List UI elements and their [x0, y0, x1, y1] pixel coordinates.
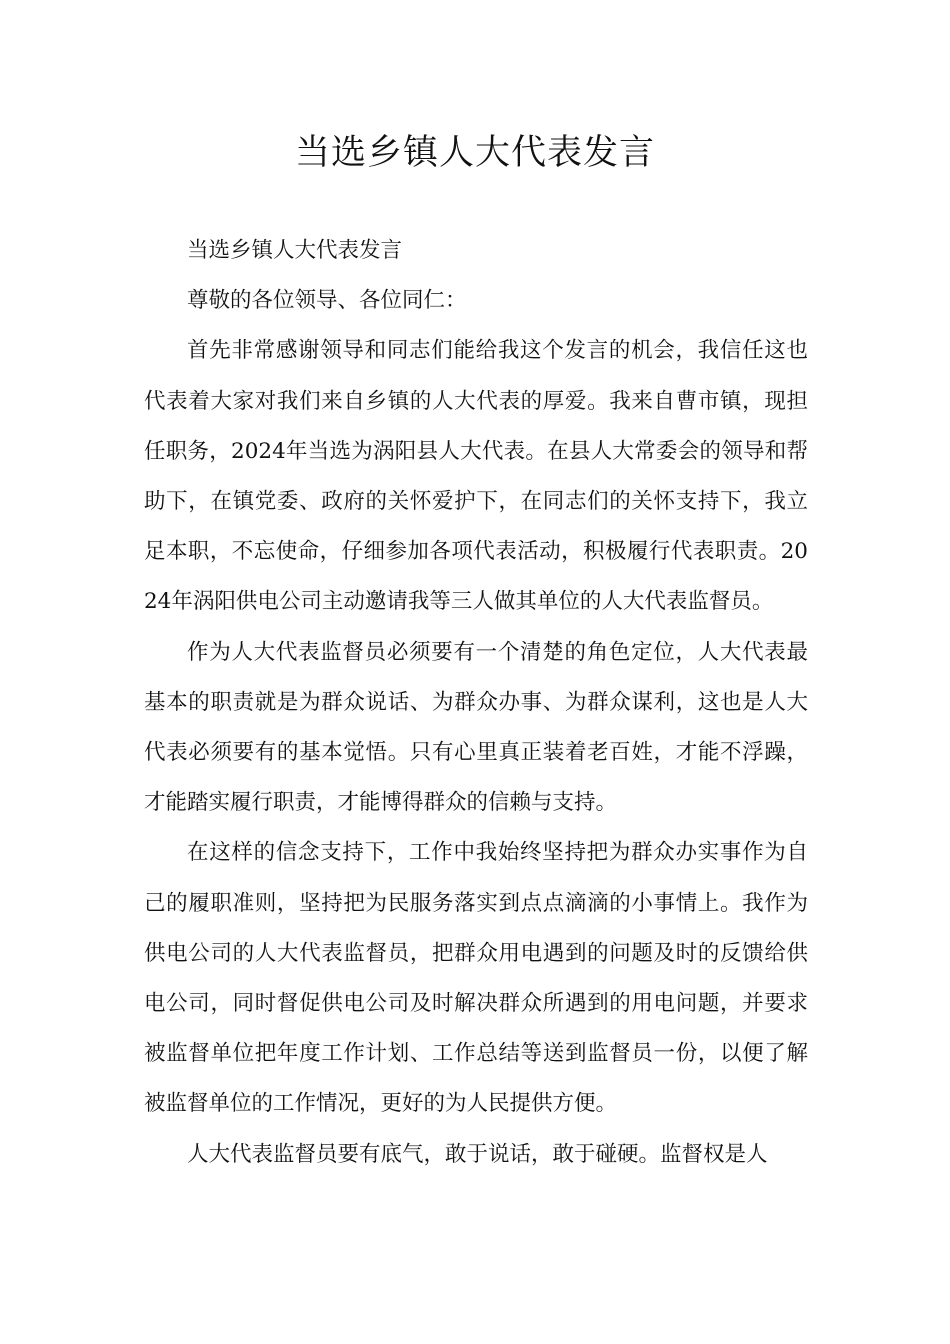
subtitle-paragraph: 当选乡镇人大代表发言	[187, 238, 403, 263]
body-paragraph: 作为人大代表监督员必须要有一个清楚的角色定位，人大代表最基本的职责就是为群众说话、为群众办事、为群众谋利，这也是人大代表必须要有的基本觉悟。只有心里真正装着老百姓，才能不浮躁，才能踏实履行职责，才能博得群众的信赖与支持。	[144, 639, 808, 816]
body-paragraph: 首先非常感谢领导和同志们能给我这个发言的机会，我信任这也代表着大家对我们来自乡镇的人大代表的厚爱。我来自曹市镇，现担任职务，2024年当选为涡阳县人大代表。在县人大常委会的领导和帮助下，在镇党委、政府的关怀爱护下，在同志们的关怀支持下，我立足本职，不忘使命，仔细参加各项代表活动，积极履行代表职责。2024年涡阳供电公司主动邀请我等三人做其单位的人大代表监督员。	[144, 338, 808, 615]
body-paragraph: 在这样的信念支持下，工作中我始终坚持把为群众办实事作为自己的履职准则，坚持把为民服务落实到点点滴滴的小事情上。我作为供电公司的人大代表监督员，把群众用电遇到的问题及时的反馈给供电公司，同时督促供电公司及时解决群众所遇到的用电问题，并要求被监督单位把年度工作计划、工作总结等送到监督员一份，以便了解被监督单位的工作情况，更好的为人民提供方便。	[144, 840, 808, 1117]
document-title: 当选乡镇人大代表发言	[294, 133, 655, 173]
body-paragraph: 人大代表监督员要有底气，敢于说话，敢于碰硬。监督权是人	[187, 1141, 768, 1167]
salutation-paragraph: 尊敬的各位领导、各位同仁：	[187, 288, 467, 314]
document-body	[144, 226, 808, 1180]
